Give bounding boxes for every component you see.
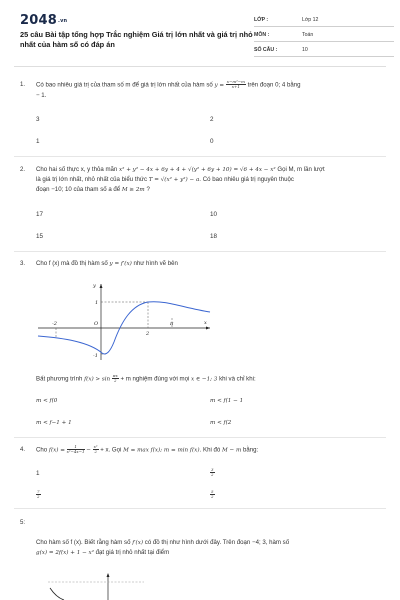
option-b[interactable]: 2 (210, 116, 214, 123)
fraction: $\frac{1}{\text{x²−4x−1}}$ (66, 444, 85, 455)
x-axis-label: x (204, 320, 207, 326)
logo-suffix: .vn (57, 17, 68, 24)
option-c[interactable]: $\frac{7}{2}$ (37, 489, 40, 500)
option-a[interactable]: 3 (36, 116, 40, 123)
tick-label-neg1: -1 (93, 353, 98, 359)
meta-value: Toán (302, 32, 314, 38)
question-4 (18, 445, 388, 461)
option-c[interactable]: m < f−1 + 1 (36, 420, 72, 426)
option-a[interactable]: 1 (36, 470, 40, 477)
fraction: $\frac{\text{x−m²−m}}{x+1}$ (226, 79, 245, 90)
meta-row-subject (254, 27, 394, 42)
y-axis-label: y (93, 283, 96, 289)
question-2 (18, 165, 388, 205)
option-c[interactable]: 1 (36, 138, 40, 145)
option-a[interactable]: m < f(0 (36, 398, 58, 404)
tick-label-neg2: -2 (52, 321, 57, 327)
question-stem: Cho f(x) = $\frac{1}{\text{x²−4x−1}}$ − $\frac{\text{x²}}{2}$ + x. Gọi M = max f(x); m = min f(x). Khi đó M − m bằng: (36, 444, 259, 455)
derivative-curve (50, 588, 64, 600)
question-stem: Có bao nhiêu giá trị của tham số m để giá trị lớn nhất của hàm số y = $\frac{\text{x−m²−m}}{x+1}$ trên đoạn 0; 4 bằng − 1. (36, 79, 301, 99)
document-title: 25 câu Bài tập tổng hợp Trắc nghiệm Giá trị lớn nhất và giá trị nhỏ nhất của hàm số có đáp án (20, 30, 253, 49)
meta-row-count (254, 42, 394, 57)
meta-value: Lớp 12 (302, 17, 319, 23)
question-divider (14, 437, 386, 438)
option-b[interactable]: m < f(1 − 1 (210, 398, 244, 404)
meta-value: 10 (302, 47, 308, 53)
question-5-stem (18, 538, 388, 568)
meta-label: LỚP : (254, 17, 269, 23)
derivative-graph (34, 280, 214, 362)
y-axis-arrow (107, 573, 110, 577)
question-stem: Cho hai số thực x, y thỏa mãn x² + y² − 4x + 6y + 4 + √(y² + 6y + 10) = √6 + 4x − x² Gọi M, m lần lượt là giá trị lớn nhất, nhỏ nhất của biểu thức T = √(x² + y²) − a. Có bao nhiêu giá trị nguyên thuộc đoạn −10; 10 của tham số a để M ≥ 2m ? (36, 166, 325, 193)
question-stem: Cho hàm số f (x). Biết rằng hàm số f′(x) có đồ thị như hình dưới đây. Trên đoạn −4; 3, hàm số g(x) = 2f(x) + 1 − x² đạt giá trị nhỏ nhất tại điểm (36, 539, 290, 556)
x-axis-arrow (206, 327, 210, 330)
tick-label-1: 1 (95, 300, 99, 306)
question-3 (18, 259, 388, 279)
tick-label-2: 2 (146, 331, 150, 337)
option-d[interactable]: 18 (210, 233, 218, 240)
site-logo[interactable]: 2048.vn (20, 13, 68, 28)
option-d[interactable]: 0 (210, 138, 214, 145)
header-divider (14, 66, 386, 67)
option-b[interactable]: 10 (210, 211, 218, 218)
question-number: 2. (20, 166, 26, 173)
y-axis-arrow (100, 284, 103, 288)
question-number: 5: (20, 519, 26, 526)
meta-label: SỐ CÂU : (254, 47, 278, 53)
meta-label: MÔN : (254, 32, 270, 38)
option-d[interactable]: m < f(2 (210, 420, 232, 426)
question-divider (14, 251, 386, 252)
tick-label-pi: π (170, 321, 174, 327)
question-number: 4. (20, 446, 26, 453)
question-5 (18, 518, 388, 532)
fraction: $\frac{\text{x²}}{2}$ (93, 444, 98, 455)
derivative-graph-q5 (34, 568, 174, 600)
question-divider (14, 156, 386, 157)
fraction: $\frac{\pi x}{2}$ (112, 373, 118, 384)
document-meta (254, 12, 394, 57)
question-number: 1. (20, 81, 26, 88)
question-divider (14, 508, 386, 509)
origin-label: O (94, 321, 99, 327)
document-header (18, 10, 388, 60)
option-a[interactable]: 17 (36, 211, 44, 218)
option-d[interactable]: $\frac{5}{2}$ (211, 489, 214, 500)
question-3-inequality: Bất phương trình f(x) > sin $\frac{\pi x}{2}$ + m nghiệm đúng với mọi x ∈ −1; 3 khi và chỉ khi: (36, 373, 256, 384)
meta-row-class (254, 12, 394, 27)
option-b[interactable]: $\frac{3}{2}$ (211, 467, 214, 478)
question-number: 3. (20, 260, 26, 267)
question-stem: Cho f (x) mà đồ thị hàm số y = f′(x) như hình vẽ bên (36, 260, 178, 267)
option-c[interactable]: 15 (36, 233, 44, 240)
